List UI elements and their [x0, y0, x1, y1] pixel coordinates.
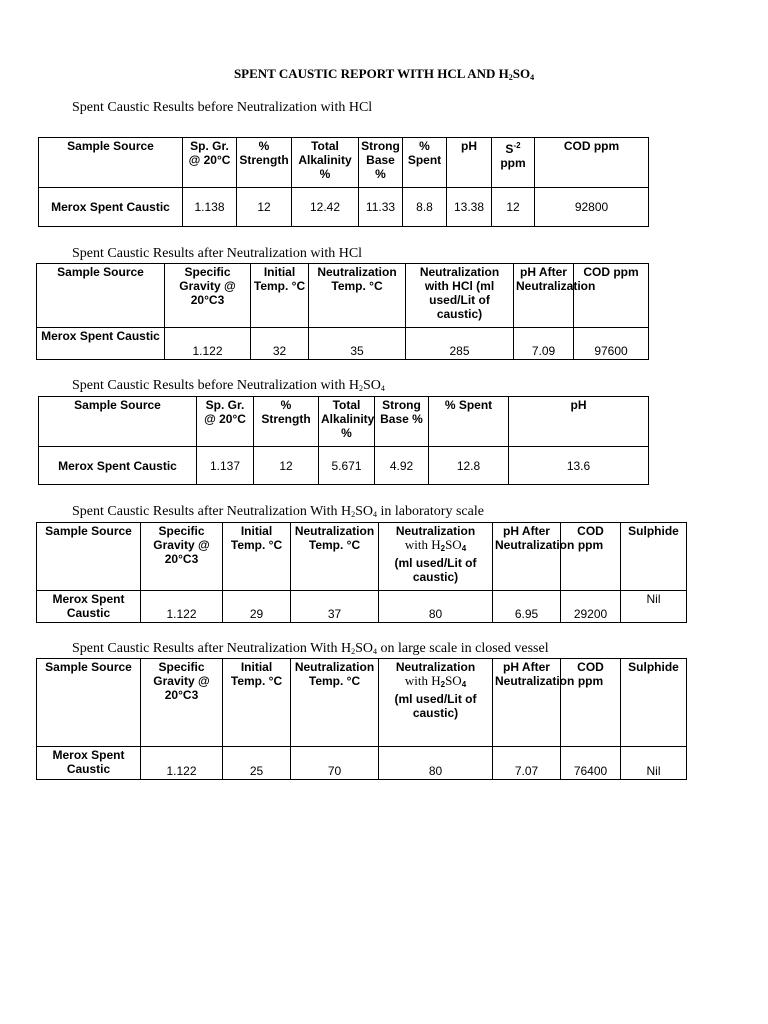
cell-strong-base: 11.33 [359, 188, 403, 227]
header-total-alkalinity: Total Alkalinity % [319, 397, 375, 447]
report-title: SPENT CAUSTIC REPORT WITH HCL AND $H_2SO_4$ [233, 66, 535, 82]
cell-ph-after: 7.09 [514, 328, 574, 360]
cell-total-alkalinity: 12.42 [292, 188, 359, 227]
header-sp-gr: Sp. Gr. @ 20°C [183, 138, 237, 188]
table-header-row [37, 523, 687, 591]
section1-table [38, 137, 649, 227]
table-row [39, 188, 649, 227]
section5-table [36, 658, 687, 780]
cell-spent: 12.8 [429, 447, 509, 485]
header-cod: COD ppm [561, 659, 621, 747]
section1-caption: Spent Caustic Results before Neutralization with HCl [72, 100, 373, 115]
header-ph-after: pH After Neutralization [514, 264, 574, 328]
header-sample-source: Sample Source [37, 264, 165, 328]
section4-caption: Spent Caustic Results after Neutralization With $H_2SO_4$ in laboratory scale [72, 504, 484, 519]
header-ph-after: pH After Neutralization [493, 659, 561, 747]
table-header-row [39, 397, 649, 447]
header-specific-gravity: Specific Gravity @ 20°C3 [165, 264, 251, 328]
cell-cod: 29200 [561, 591, 621, 623]
cell-sample-source: Merox Spent Caustic [39, 188, 183, 227]
cell-spent: 8.8 [403, 188, 447, 227]
header-neutralization-temp: Neutralization Temp. °C [309, 264, 406, 328]
cell-initial-temp: 29 [223, 591, 291, 623]
header-sample-source: Sample Source [39, 397, 197, 447]
header-strength: % Strength [254, 397, 319, 447]
cell-ph-after: 6.95 [493, 591, 561, 623]
header-initial-temp: Initial Temp. °C [223, 659, 291, 747]
section3-table [38, 396, 649, 485]
cell-total-alkalinity: 5.671 [319, 447, 375, 485]
cell-ph: 13.6 [509, 447, 649, 485]
cell-sp-gr: 1.138 [183, 188, 237, 227]
cell-sulphide: Nil [621, 591, 687, 623]
header-sample-source: Sample Source [39, 138, 183, 188]
cell-neutralization-temp: 70 [291, 747, 379, 780]
header-neutralization-hcl: Neutralization with HCl (ml used/Lit of caustic) [406, 264, 514, 328]
table-row [39, 447, 649, 485]
cell-neutralization-h2so4: 80 [379, 591, 493, 623]
header-initial-temp: Initial Temp. °C [251, 264, 309, 328]
cell-neutralization-temp: 35 [309, 328, 406, 360]
header-sample-source: Sample Source [37, 659, 141, 747]
header-sp-gr: Sp. Gr. @ 20°C [197, 397, 254, 447]
header-strong-base: Strong Base % [359, 138, 403, 188]
cell-sulphide-ion: 12 [492, 188, 535, 227]
header-spent: % Spent [403, 138, 447, 188]
header-ph: pH [447, 138, 492, 188]
header-cod: COD ppm [535, 138, 649, 188]
cell-sp-gr: 1.137 [197, 447, 254, 485]
header-specific-gravity: Specific Gravity @ 20°C3 [141, 523, 223, 591]
table-header-row [37, 659, 687, 747]
header-sulphide-ion: $S^{-2}$ ppm [492, 138, 535, 188]
section2-caption: Spent Caustic Results after Neutralization with HCl [72, 246, 363, 261]
header-neutralization-h2so4: Neutralization with $H_2SO_4$ (ml used/Lit of caustic) [379, 659, 493, 747]
table-header-row [37, 264, 649, 328]
cell-sample-source: Merox Spent Caustic [37, 591, 141, 623]
cell-initial-temp: 25 [223, 747, 291, 780]
section5-caption: Spent Caustic Results after Neutralization With $H_2SO_4$ on large scale in closed vessel [72, 641, 549, 656]
cell-ph-after: 7.07 [493, 747, 561, 780]
header-specific-gravity: Specific Gravity @ 20°C3 [141, 659, 223, 747]
cell-sample-source: Merox Spent Caustic [37, 328, 165, 360]
table-row [37, 328, 649, 360]
section2-table [36, 263, 649, 360]
cell-sample-source: Merox Spent Caustic [37, 747, 141, 780]
cell-neutralization-h2so4: 80 [379, 747, 493, 780]
cell-neutralization-hcl: 285 [406, 328, 514, 360]
header-sulphide: Sulphide [621, 523, 687, 591]
header-ph: pH [509, 397, 649, 447]
cell-strength: 12 [237, 188, 292, 227]
table-row [37, 747, 687, 780]
header-ph-after: pH After Neutralization [493, 523, 561, 591]
header-cod: COD ppm [574, 264, 649, 328]
cell-cod: 92800 [535, 188, 649, 227]
cell-specific-gravity: 1.122 [165, 328, 251, 360]
cell-sample-source: Merox Spent Caustic [39, 447, 197, 485]
cell-cod: 97600 [574, 328, 649, 360]
header-neutralization-temp: Neutralization Temp. °C [291, 659, 379, 747]
section4-table [36, 522, 687, 623]
header-spent: % Spent [429, 397, 509, 447]
cell-specific-gravity: 1.122 [141, 591, 223, 623]
cell-sulphide: Nil [621, 747, 687, 780]
cell-cod: 76400 [561, 747, 621, 780]
section3-caption: Spent Caustic Results before Neutralization with $H_2SO_4$ [72, 378, 385, 393]
table-header-row [39, 138, 649, 188]
table-row [37, 591, 687, 623]
header-strong-base: Strong Base % [375, 397, 429, 447]
header-sulphide: Sulphide [621, 659, 687, 747]
header-strength: % Strength [237, 138, 292, 188]
cell-ph: 13.38 [447, 188, 492, 227]
header-total-alkalinity: Total Alkalinity % [292, 138, 359, 188]
header-initial-temp: Initial Temp. °C [223, 523, 291, 591]
header-neutralization-temp: Neutralization Temp. °C [291, 523, 379, 591]
header-cod: COD ppm [561, 523, 621, 591]
header-sample-source: Sample Source [37, 523, 141, 591]
cell-neutralization-temp: 37 [291, 591, 379, 623]
cell-strong-base: 4.92 [375, 447, 429, 485]
cell-specific-gravity: 1.122 [141, 747, 223, 780]
cell-strength: 12 [254, 447, 319, 485]
header-neutralization-h2so4: Neutralization with $H_2SO_4$ (ml used/Lit of caustic) [379, 523, 493, 591]
cell-initial-temp: 32 [251, 328, 309, 360]
